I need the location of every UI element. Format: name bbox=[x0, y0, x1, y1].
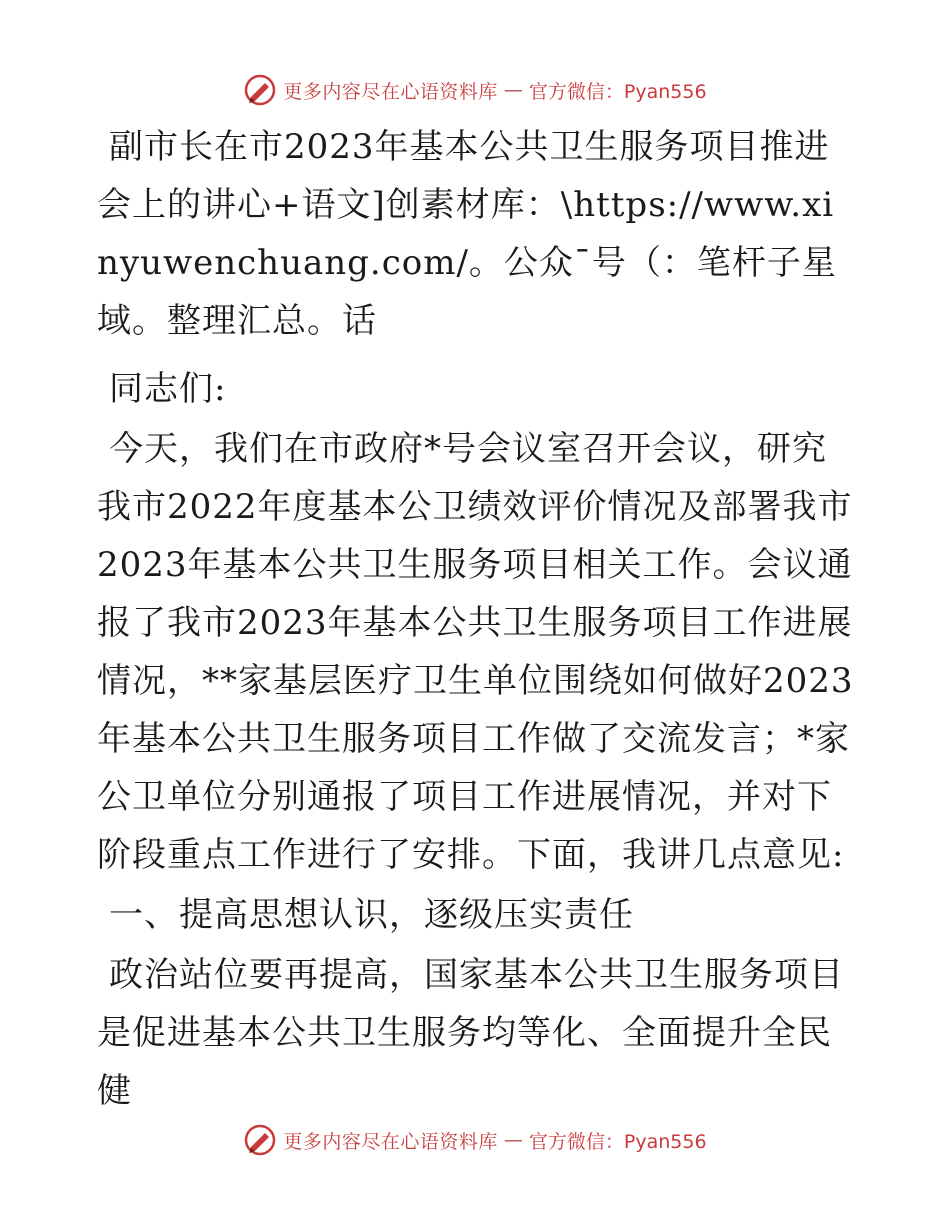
body-paragraph: 政治站位要再提高，国家基本公共卫生服务项目是促进基本公共卫生服务均等化、全面提升全民健 bbox=[97, 955, 844, 1111]
pen-logo-icon bbox=[243, 73, 277, 107]
banner-library-text: 更多内容尽在心语资料库 bbox=[283, 80, 498, 103]
document-body bbox=[97, 118, 857, 1120]
banner-library-text: 更多内容尽在心语资料库 bbox=[283, 1130, 498, 1153]
banner-separator: — bbox=[503, 79, 523, 101]
banner-separator: — bbox=[503, 1129, 523, 1151]
footer-watermark-banner bbox=[0, 1120, 950, 1160]
salutation: 同志们: bbox=[109, 369, 227, 409]
banner-wechat-text: 官方微信：Pyan556 bbox=[528, 1130, 707, 1153]
header-watermark-banner bbox=[0, 70, 950, 110]
document-title: 副市长在市2023年基本公共卫生服务项目推进会上的讲心+语文]创素材库：\https://www.xinyuwenchuang.com/。公众¯号（：笔杆子星域。整理汇总。话 bbox=[97, 127, 837, 341]
banner-wechat-text: 官方微信：Pyan556 bbox=[528, 80, 707, 103]
pen-logo-icon bbox=[243, 1123, 277, 1157]
body-paragraph: 今天，我们在市政府*号会议室召开会议，研究我市2022年度基本公卫绩效评价情况及部署我市2023年基本公共卫生服务项目相关工作。会议通报了我市2023年基本公共卫生服务项目工作进展情况，**家基层医疗卫生单位围绕如何做好2023年基本公共卫生服务项目工作做了交流发言；*家公卫单位分别通报了项目工作进展情况，并对下阶段重点工作进行了安排。下面，我讲几点意见: bbox=[97, 429, 854, 875]
section-heading: 一、提高思想认识，逐级压实责任 bbox=[109, 895, 634, 935]
